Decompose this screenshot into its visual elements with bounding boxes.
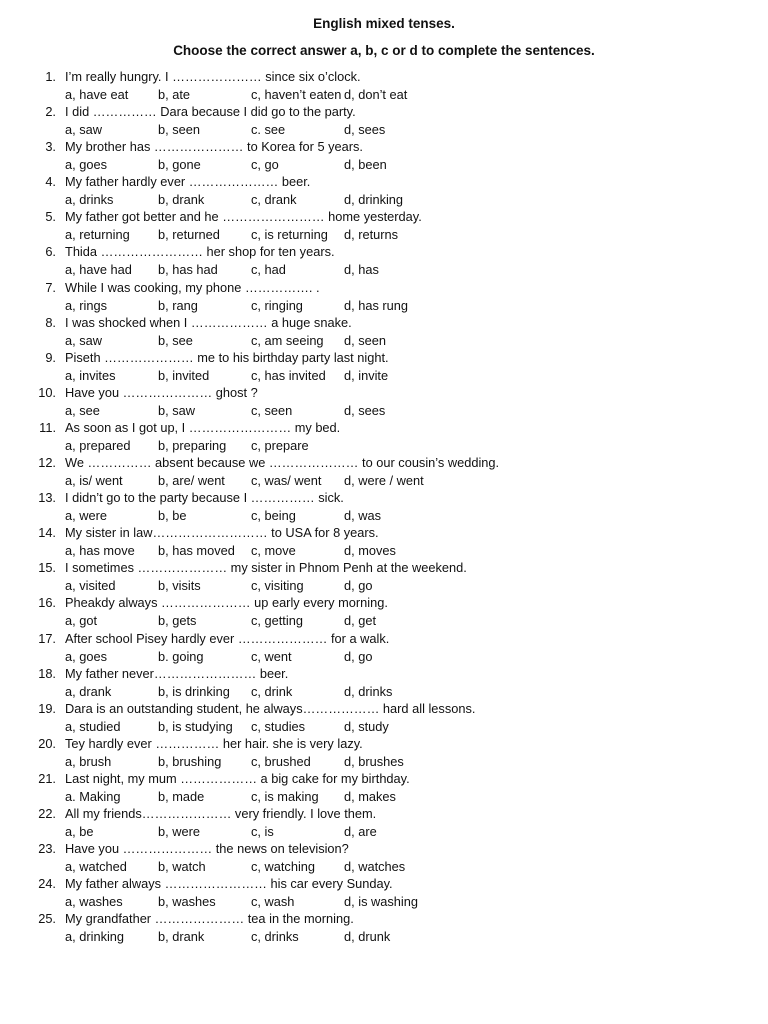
question-item [0, 103, 768, 138]
question-item [0, 349, 768, 384]
question-item [0, 243, 768, 278]
question-number: 11. [39, 419, 56, 435]
question-stem: All my friends………………… very friendly. I love them. [65, 805, 377, 821]
question-item [0, 384, 768, 419]
option-a: a, drinking [65, 929, 125, 945]
option-b: b, drank [158, 192, 205, 208]
option-a: a, has move [65, 543, 135, 559]
option-d: d, get [344, 613, 377, 629]
question-number: 10. [38, 384, 56, 400]
question-number: 23. [38, 841, 56, 857]
question-number: 7. [45, 279, 56, 295]
question-item [0, 489, 768, 524]
question-stem: My father hardly ever ………………… beer. [65, 174, 311, 190]
option-b: b, invited [158, 367, 210, 383]
option-c: c, drink [251, 683, 293, 699]
option-c: c, ringing [251, 297, 303, 313]
question-number: 6. [45, 244, 56, 260]
question-item [0, 875, 768, 910]
option-a: a, is/ went [65, 473, 123, 489]
question-item [0, 805, 768, 840]
question-number: 21. [38, 770, 56, 786]
question-stem: As soon as I got up, I …………………… my bed. [65, 419, 341, 435]
option-a: a, brush [65, 753, 112, 769]
option-a: a, watched [65, 859, 127, 875]
option-b: b, has had [158, 262, 218, 278]
worksheet-title: English mixed tenses. [313, 16, 455, 31]
option-c: c, being [251, 508, 296, 524]
option-c: c, move [251, 543, 296, 559]
question-number: 17. [38, 630, 56, 646]
option-c: c, had [251, 262, 286, 278]
option-b: b, washes [158, 894, 216, 910]
option-c: c, drinks [251, 929, 299, 945]
option-c: c, visiting [251, 578, 304, 594]
option-d: d, been [344, 157, 387, 173]
option-a: a, see [65, 402, 100, 418]
option-b: b, is drinking [158, 683, 230, 699]
option-b: b, brushing [158, 753, 222, 769]
option-b: b. going [158, 648, 204, 664]
option-d: d, drunk [344, 929, 391, 945]
option-b: b, rang [158, 297, 198, 313]
question-stem: While I was cooking, my phone ……………. . [65, 279, 320, 295]
option-a: a, washes [65, 894, 123, 910]
option-c: c, is making [251, 788, 319, 804]
question-item [0, 735, 768, 770]
option-c: c, studies [251, 718, 306, 734]
option-b: b, were [158, 823, 200, 839]
option-c: c, prepare [251, 437, 309, 453]
option-d: d, go [344, 648, 373, 664]
question-item [0, 840, 768, 875]
option-d: d, study [344, 718, 389, 734]
option-d: d, sees [344, 122, 386, 138]
option-d: d, sees [344, 402, 386, 418]
option-b: b, has moved [158, 543, 235, 559]
option-a: a, drank [65, 683, 112, 699]
question-number: 14. [38, 525, 56, 541]
option-b: b, made [158, 788, 205, 804]
question-number: 8. [45, 314, 56, 330]
question-number: 1. [45, 69, 56, 84]
option-c: c, brushed [251, 753, 311, 769]
option-c: c, was/ went [251, 473, 322, 489]
option-d: d, has rung [344, 297, 409, 313]
option-c: c, went [251, 648, 292, 664]
question-item [0, 559, 768, 594]
option-c: c, seen [251, 402, 293, 418]
option-a: a, prepared [65, 437, 131, 453]
question-stem: My brother has ………………… to Korea for 5 years. [65, 139, 363, 155]
question-stem: My father never…………………… beer. [65, 665, 289, 681]
option-b: b, gone [158, 157, 201, 173]
option-d: d, has [344, 262, 379, 278]
option-b: b, seen [158, 122, 200, 138]
question-item [0, 419, 768, 454]
option-a: a, saw [65, 332, 102, 348]
question-item [0, 314, 768, 349]
question-number: 15. [38, 560, 56, 576]
question-list [0, 68, 768, 945]
question-item [0, 138, 768, 173]
option-d: d, drinks [344, 683, 393, 699]
question-number: 25. [38, 911, 56, 927]
option-a: a, rings [65, 297, 107, 313]
option-c: c, drank [251, 192, 297, 208]
option-b: b, returned [158, 227, 220, 243]
option-b: b, watch [158, 859, 206, 875]
question-number: 13. [38, 490, 56, 506]
option-a: a, returning [65, 227, 130, 243]
question-item [0, 700, 768, 735]
option-b: b, is studying [158, 718, 233, 734]
question-stem: Piseth ………………… me to his birthday party last night. [65, 349, 389, 365]
option-c: c. see [251, 122, 286, 138]
question-item [0, 279, 768, 314]
option-a: a. Making [65, 788, 121, 804]
question-number: 3. [45, 139, 56, 155]
option-a: a, have had [65, 262, 132, 278]
question-item [0, 770, 768, 805]
option-a: a, be [65, 823, 94, 839]
option-d: d, brushes [344, 753, 404, 769]
question-number: 22. [38, 805, 56, 821]
question-number: 5. [45, 209, 56, 225]
question-item [0, 524, 768, 559]
question-number: 24. [38, 876, 56, 892]
question-item [0, 910, 768, 945]
option-b: b, visits [158, 578, 201, 594]
question-stem: My father got better and he …………………… home yesterday. [65, 209, 422, 225]
option-c: c, go [251, 157, 279, 173]
option-d: d, were / went [344, 473, 424, 489]
option-a: a, goes [65, 157, 107, 173]
question-number: 12. [38, 455, 56, 471]
question-stem: My grandfather ………………… tea in the morning. [65, 911, 354, 927]
option-a: a, have eat [65, 87, 129, 102]
option-c: c, am seeing [251, 332, 324, 348]
option-c: c, is returning [251, 227, 328, 243]
question-stem: I didn’t go to the party because I …………… sick. [65, 490, 344, 506]
option-a: a, goes [65, 648, 107, 664]
option-d: d, drinking [344, 192, 404, 208]
option-b: b, drank [158, 929, 205, 945]
question-number: 20. [38, 735, 56, 751]
option-a: a, invites [65, 367, 116, 383]
question-number: 19. [38, 700, 56, 716]
option-b: b, be [158, 508, 187, 524]
question-number: 4. [45, 174, 56, 190]
question-item [0, 665, 768, 700]
option-b: b, saw [158, 402, 195, 418]
option-b: b, ate [158, 87, 191, 102]
question-item [0, 594, 768, 629]
question-stem: Thida …………………… her shop for ten years. [65, 244, 335, 260]
question-stem: Tey hardly ever …………… her hair. she is very lazy. [65, 735, 363, 751]
question-item [0, 68, 768, 103]
question-stem: Dara is an outstanding student, he always……………… hard all lessons. [65, 700, 476, 716]
option-b: b, are/ went [158, 473, 225, 489]
option-a: a, drinks [65, 192, 114, 208]
option-a: a, were [65, 508, 107, 524]
option-c: c, wash [251, 894, 295, 910]
question-stem: I was shocked when I ……………… a huge snake. [65, 314, 352, 330]
option-d: d, go [344, 578, 373, 594]
option-d: d, moves [344, 543, 396, 559]
option-d: d, watches [344, 859, 406, 875]
option-c: c, haven’t eaten [251, 87, 342, 102]
option-d: d, was [344, 508, 381, 524]
question-item [0, 630, 768, 665]
option-d: d, invite [344, 367, 389, 383]
option-b: b, preparing [158, 437, 227, 453]
option-d: d, returns [344, 227, 399, 243]
option-d: d, seen [344, 332, 386, 348]
option-d: d, are [344, 823, 377, 839]
question-stem: We …………… absent because we ………………… to our cousin’s wedding. [65, 455, 500, 471]
question-stem: My sister in law……………………… to USA for 8 years. [65, 525, 379, 541]
option-d: d, don’t eat [344, 87, 408, 102]
option-c: c, watching [251, 859, 316, 875]
question-stem: I’m really hungry. I ………………… since six o’clock. [65, 69, 361, 84]
question-item [0, 173, 768, 208]
question-stem: I sometimes ………………… my sister in Phnom Penh at the weekend. [65, 560, 467, 576]
question-stem: Last night, my mum ……………… a big cake for my birthday. [65, 770, 410, 786]
question-number: 18. [38, 665, 56, 681]
option-a: a, studied [65, 718, 121, 734]
question-stem: Have you ………………… ghost ? [65, 384, 258, 400]
question-stem: Pheakdy always ………………… up early every morning. [65, 595, 388, 611]
question-number: 2. [45, 104, 56, 120]
worksheet-instruction: Choose the correct answer a, b, c or d to complete the sentences. [173, 43, 595, 58]
option-b: b, see [158, 332, 193, 348]
question-item [0, 454, 768, 489]
option-d: d, makes [344, 788, 396, 804]
option-a: a, visited [65, 578, 116, 594]
question-number: 16. [38, 595, 56, 611]
option-c: c, is [251, 823, 274, 839]
option-a: a, saw [65, 122, 102, 138]
question-stem: Have you ………………… the news on television? [65, 841, 349, 857]
option-b: b, gets [158, 613, 197, 629]
option-d: d, is washing [344, 894, 418, 910]
question-stem: After school Pisey hardly ever ………………… for a walk. [65, 630, 390, 646]
option-c: c, getting [251, 613, 303, 629]
question-stem: I did …………… Dara because I did go to the party. [65, 104, 356, 120]
option-a: a, got [65, 613, 98, 629]
question-stem: My father always …………………… his car every Sunday. [65, 876, 393, 892]
question-number: 9. [45, 349, 56, 365]
option-c: c, has invited [251, 367, 326, 383]
question-item [0, 208, 768, 243]
